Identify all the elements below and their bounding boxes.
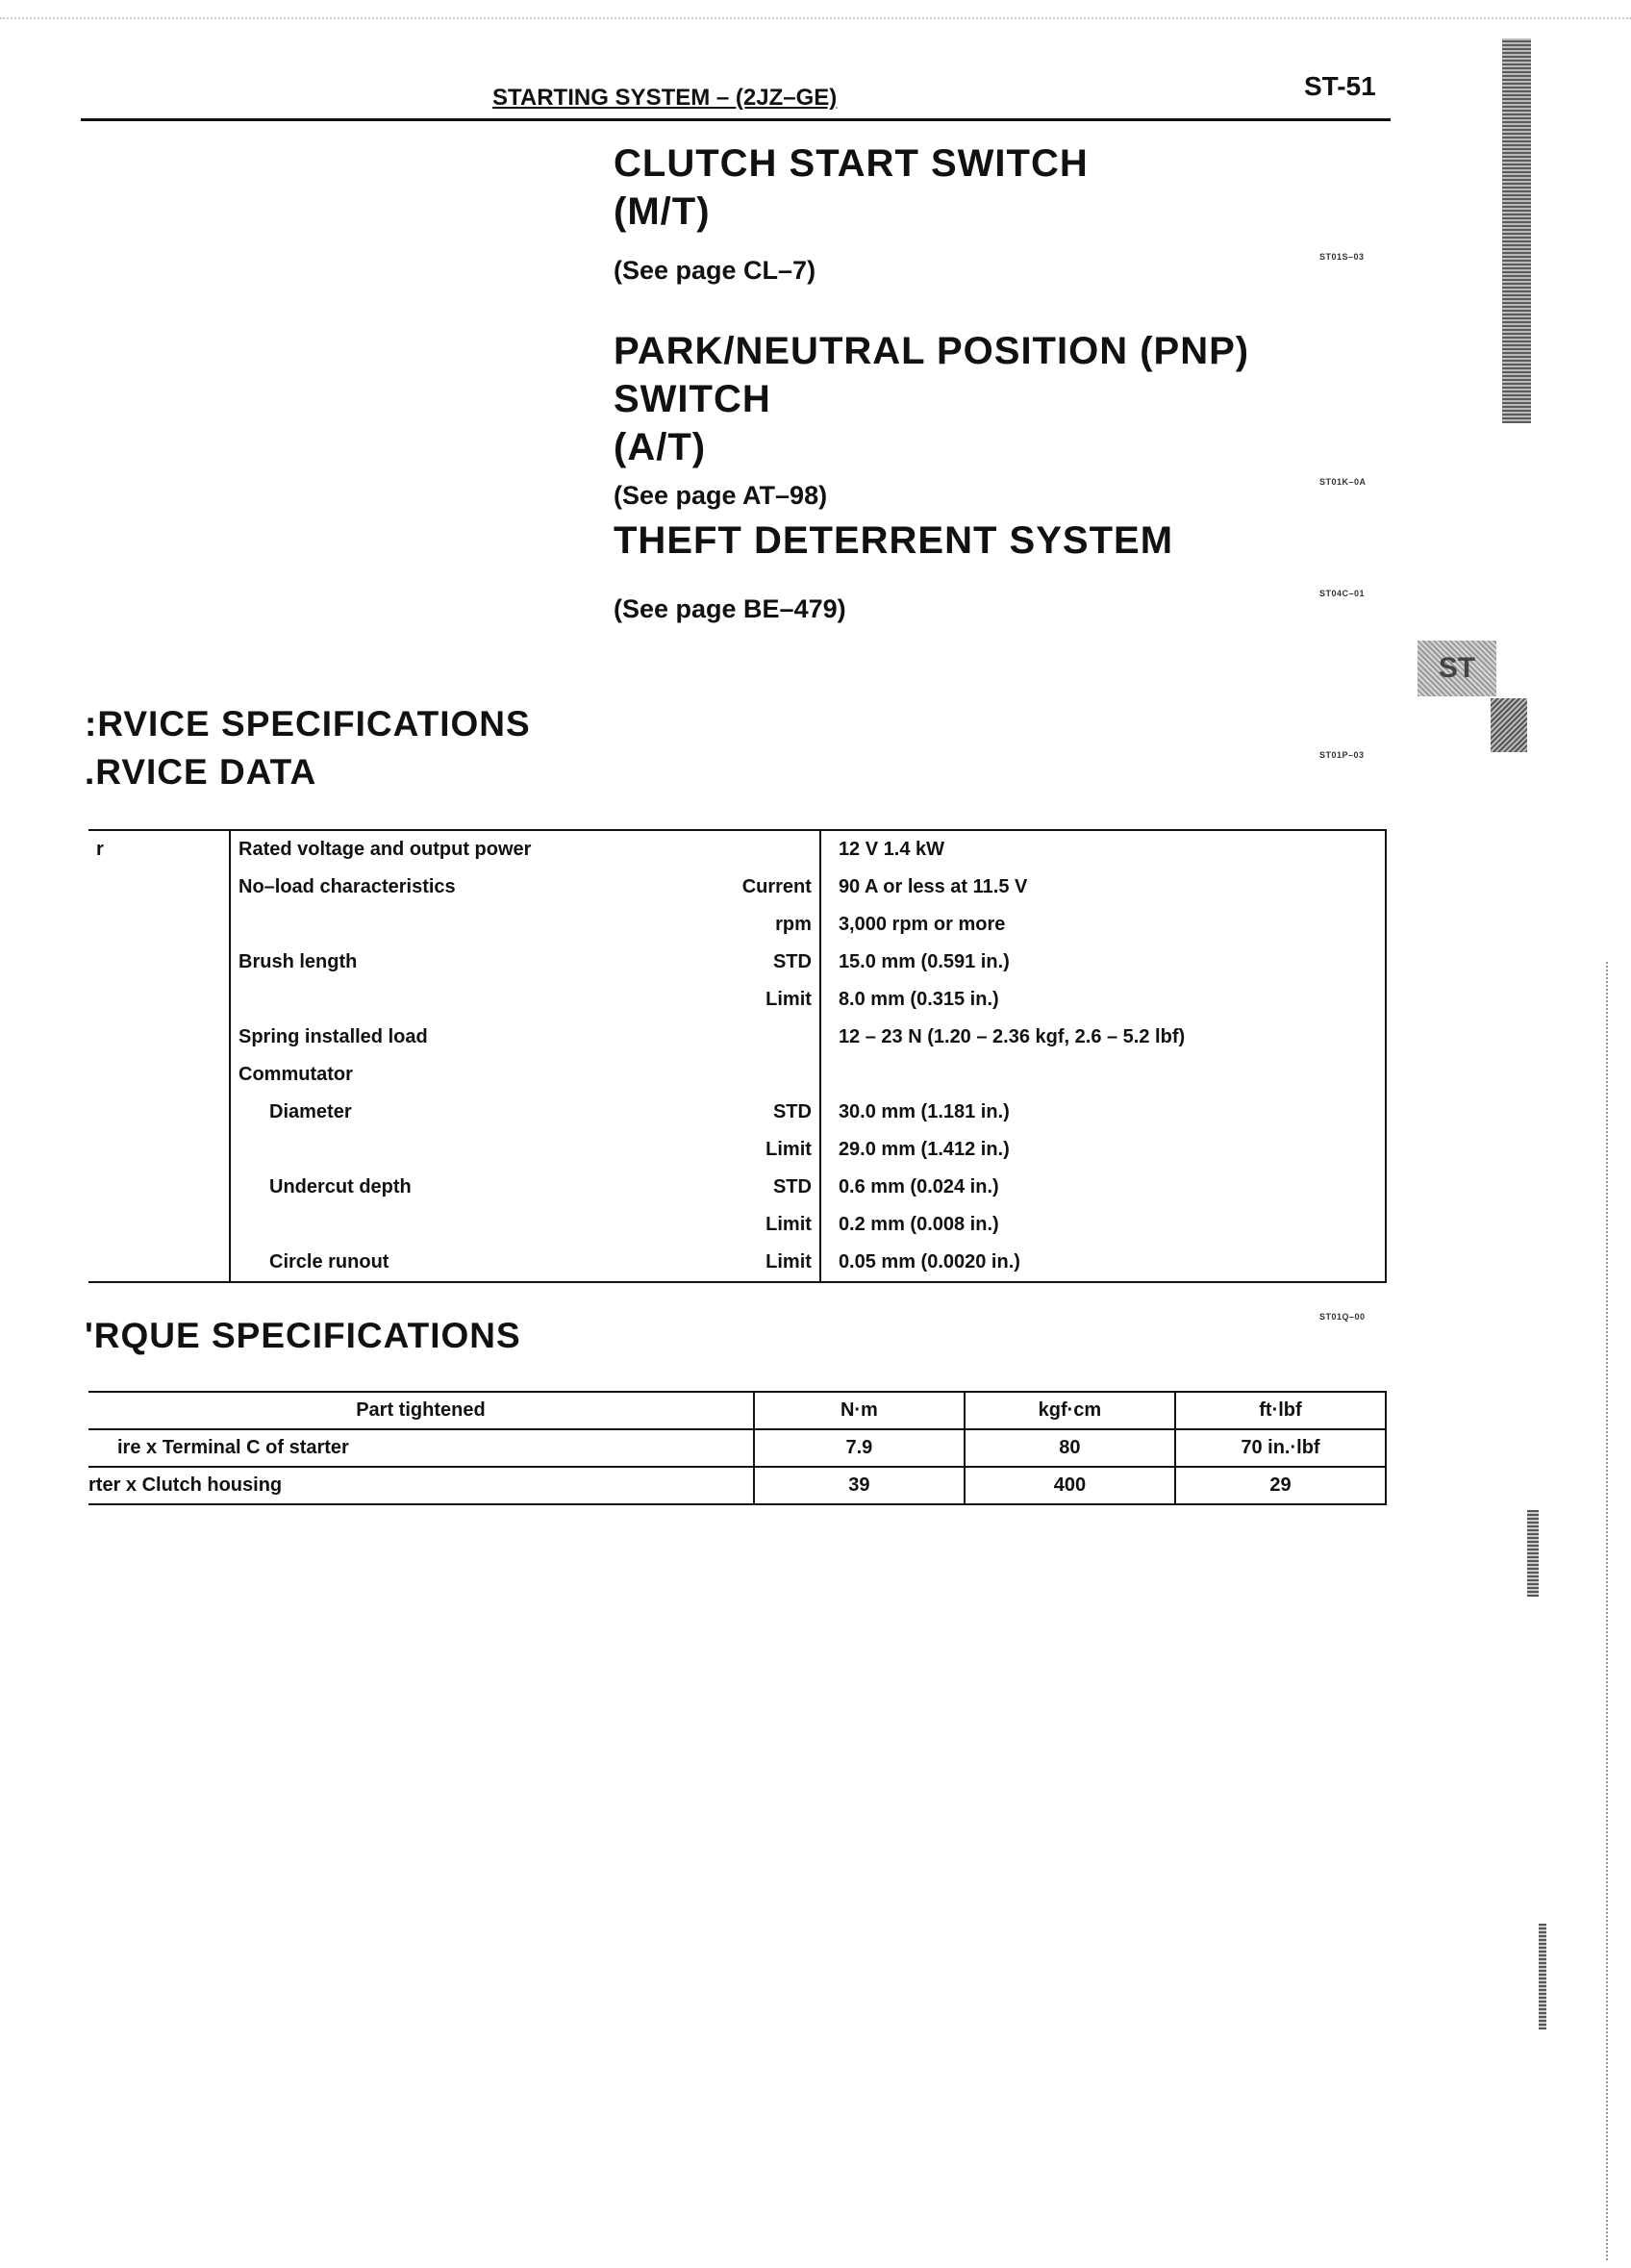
table-row <box>88 1169 1386 1206</box>
service-col-qualifier: Limit <box>698 981 820 1019</box>
table-row <box>88 1429 1386 1467</box>
service-col-component <box>88 1244 230 1282</box>
service-col-value: 8.0 mm (0.315 in.) <box>820 981 1386 1019</box>
theft-heading: THEFT DETERRENT SYSTEM <box>614 519 1174 562</box>
scan-edge-artifact <box>1502 38 1531 423</box>
table-row <box>88 906 1386 944</box>
table-row <box>88 1244 1386 1282</box>
clutch-heading-line2: (M/T) <box>614 190 711 233</box>
service-col-component <box>88 1094 230 1131</box>
torque-nm: 39 <box>754 1467 965 1504</box>
table-row <box>88 981 1386 1019</box>
service-col-component: r <box>88 830 230 869</box>
pnp-heading-line1: PARK/NEUTRAL POSITION (PNP) <box>614 330 1250 372</box>
service-col-qualifier <box>698 1019 820 1056</box>
header-title: STARTING SYSTEM – (2JZ–GE) <box>492 85 838 111</box>
service-col-component <box>88 1206 230 1244</box>
table-row <box>88 869 1386 906</box>
service-col-item <box>230 981 698 1019</box>
service-col-item <box>230 906 698 944</box>
service-col-value: 90 A or less at 11.5 V <box>820 869 1386 906</box>
service-col-item <box>230 1206 698 1244</box>
service-col-qualifier: STD <box>698 944 820 981</box>
torque-header-nm: N·m <box>754 1392 965 1429</box>
torque-part: rter x Clutch housing <box>88 1467 754 1504</box>
torque-code: ST01Q–00 <box>1319 1312 1366 1322</box>
service-col-component <box>88 981 230 1019</box>
torque-kgfcm: 400 <box>965 1467 1175 1504</box>
torque-header-kgfcm: kgf·cm <box>965 1392 1175 1429</box>
table-row <box>88 830 1386 869</box>
service-col-component <box>88 1169 230 1206</box>
thumb-index-block <box>1491 698 1527 752</box>
section-tab-label: ST <box>1438 652 1476 684</box>
table-row <box>88 1094 1386 1131</box>
header-rule <box>81 118 1391 121</box>
page-number: ST-51 <box>1304 71 1376 101</box>
torque-specs-heading: 'RQUE SPECIFICATIONS <box>85 1316 521 1355</box>
torque-table <box>88 1391 1387 1505</box>
pnp-heading <box>614 327 1249 471</box>
service-col-component <box>88 1056 230 1094</box>
service-col-value: 15.0 mm (0.591 in.) <box>820 944 1386 981</box>
torque-kgfcm: 80 <box>965 1429 1175 1467</box>
service-col-value: 29.0 mm (1.412 in.) <box>820 1131 1386 1169</box>
scan-edge-artifact <box>1527 1510 1539 1597</box>
torque-ftlbf: 70 in.·lbf <box>1175 1429 1386 1467</box>
service-specs-heading: :RVICE SPECIFICATIONS <box>85 704 531 743</box>
theft-code: ST04C–01 <box>1319 589 1366 598</box>
torque-part: ire x Terminal C of starter <box>88 1429 754 1467</box>
service-col-qualifier <box>698 1056 820 1094</box>
service-col-item <box>230 1131 698 1169</box>
service-col-component <box>88 1019 230 1056</box>
service-col-qualifier: Limit <box>698 1206 820 1244</box>
table-row <box>88 1131 1386 1169</box>
service-col-qualifier: Limit <box>698 1244 820 1282</box>
service-col-qualifier: Limit <box>698 1131 820 1169</box>
service-col-item: Commutator <box>238 1064 353 1085</box>
pnp-heading-line3: (A/T) <box>614 426 707 468</box>
service-col-value <box>820 1056 1386 1094</box>
scan-edge-dots <box>0 17 1631 19</box>
service-col-component <box>88 869 230 906</box>
service-col-item: Circle runout <box>269 1251 389 1273</box>
service-col-value: 12 – 23 N (1.20 – 2.36 kgf, 2.6 – 5.2 lbf) <box>820 1019 1386 1056</box>
scan-edge-dots <box>1606 962 1610 2260</box>
scan-edge-artifact <box>1539 1924 1546 2029</box>
section-tab <box>1418 641 1496 696</box>
clutch-heading-line1: CLUTCH START SWITCH <box>614 142 1089 185</box>
pnp-heading-line2: SWITCH <box>614 378 771 420</box>
table-row <box>88 1019 1386 1056</box>
service-data-table <box>88 829 1387 1283</box>
service-col-item: No–load characteristics <box>238 876 456 897</box>
torque-nm: 7.9 <box>754 1429 965 1467</box>
service-col-value: 0.6 mm (0.024 in.) <box>820 1169 1386 1206</box>
service-col-value: 3,000 rpm or more <box>820 906 1386 944</box>
service-col-component <box>88 1131 230 1169</box>
theft-see-page: (See page BE–479) <box>614 594 846 623</box>
service-col-qualifier: Current <box>698 869 820 906</box>
service-col-component <box>88 944 230 981</box>
service-col-item: Brush length <box>238 951 358 972</box>
service-col-value: 0.2 mm (0.008 in.) <box>820 1206 1386 1244</box>
pnp-see-page: (See page AT–98) <box>614 481 828 510</box>
service-col-value: 12 V 1.4 kW <box>820 830 1386 869</box>
service-col-item: Undercut depth <box>269 1176 412 1197</box>
service-col-qualifier: STD <box>698 1169 820 1206</box>
service-col-qualifier: STD <box>698 1094 820 1131</box>
service-col-qualifier <box>698 830 820 869</box>
service-col-item: Diameter <box>269 1101 352 1122</box>
service-code: ST01P–03 <box>1319 750 1365 760</box>
clutch-heading <box>614 139 1089 236</box>
table-row <box>88 944 1386 981</box>
table-row <box>88 1206 1386 1244</box>
table-row <box>88 1056 1386 1094</box>
service-data-heading: .RVICE DATA <box>85 752 317 792</box>
table-row <box>88 1467 1386 1504</box>
service-col-item: Spring installed load <box>238 1026 428 1047</box>
service-col-value: 0.05 mm (0.0020 in.) <box>820 1244 1386 1282</box>
service-col-component <box>88 906 230 944</box>
service-col-item: Rated voltage and output power <box>238 839 532 860</box>
service-col-qualifier: rpm <box>698 906 820 944</box>
clutch-see-page: (See page CL–7) <box>614 256 816 285</box>
pnp-code: ST01K–0A <box>1319 477 1367 487</box>
torque-ftlbf: 29 <box>1175 1467 1386 1504</box>
torque-header-ftlbf: ft·lbf <box>1175 1392 1386 1429</box>
torque-header-part: Part tightened <box>88 1392 754 1429</box>
service-col-value: 30.0 mm (1.181 in.) <box>820 1094 1386 1131</box>
torque-header-row <box>88 1392 1386 1429</box>
clutch-code: ST01S–03 <box>1319 252 1365 262</box>
